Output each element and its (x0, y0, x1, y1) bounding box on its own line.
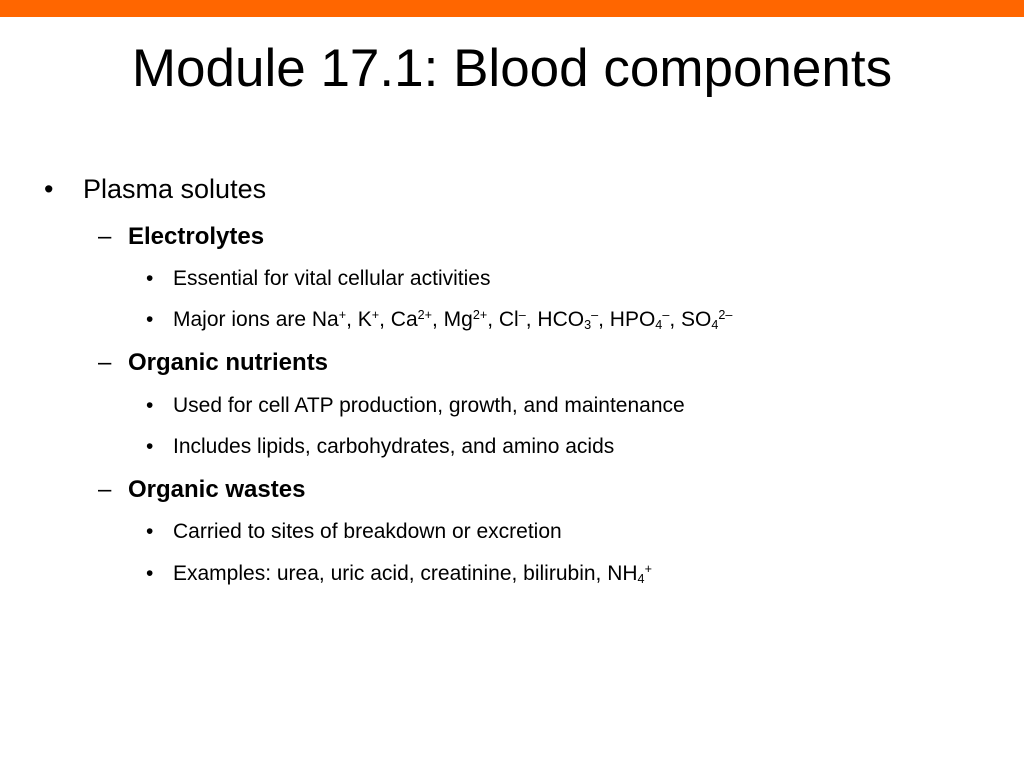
bullet-marker: • (146, 435, 154, 458)
point-text (173, 306, 732, 333)
subheading-text: Organic nutrients (128, 349, 329, 376)
so4-charge: 2– (718, 308, 733, 323)
so4-subscript: 4 (711, 318, 719, 333)
slide-title: Module 17.1: Blood components (131, 39, 893, 98)
point-text: Essential for vital cellular activities (173, 267, 491, 290)
ion-separator: , Mg (432, 308, 473, 331)
point-text: Used for cell ATP production, growth, and maintenance (173, 394, 685, 417)
nh4-subscript: 4 (637, 572, 645, 587)
nh4-charge: + (644, 562, 652, 577)
bullet-marker: • (146, 308, 154, 331)
ca-charge: 2+ (417, 308, 433, 323)
bullet-marker: • (146, 562, 154, 585)
ion-separator: , HPO (598, 308, 656, 331)
point-text (173, 560, 652, 587)
point-text: Includes lipids, carbohydrates, and amino acids (173, 435, 615, 458)
ion-separator: , HCO (525, 308, 585, 331)
ion-separator: , SO (669, 308, 712, 331)
bullet-text: Plasma solutes (83, 174, 267, 204)
ion-separator: , K (346, 308, 372, 331)
mg-charge: 2+ (472, 308, 488, 323)
bullet-marker: • (146, 267, 154, 290)
dash-marker: – (98, 349, 112, 376)
bullet-marker: • (146, 520, 154, 543)
hpo4-charge: – (662, 308, 670, 323)
ions-prefix: Major ions are Na (173, 308, 339, 331)
hco3-subscript: 3 (584, 318, 592, 333)
ion-separator: , Cl (487, 308, 519, 331)
subheading-text: Organic wastes (128, 476, 306, 503)
hpo4-subscript: 4 (655, 318, 663, 333)
dash-marker: – (98, 223, 112, 250)
na-charge: + (338, 308, 347, 323)
hco3-charge: – (591, 308, 599, 323)
subheading-text: Electrolytes (128, 223, 265, 250)
cl-charge: – (518, 308, 526, 323)
bullet-marker: • (146, 394, 154, 417)
ion-separator: , Ca (379, 308, 418, 331)
k-charge: + (371, 308, 380, 323)
examples-prefix: Examples: urea, uric acid, creatinine, bilirubin, NH (173, 562, 638, 585)
bullet-marker: • (44, 174, 54, 204)
dash-marker: – (98, 476, 112, 503)
point-text: Carried to sites of breakdown or excretion (173, 520, 562, 543)
